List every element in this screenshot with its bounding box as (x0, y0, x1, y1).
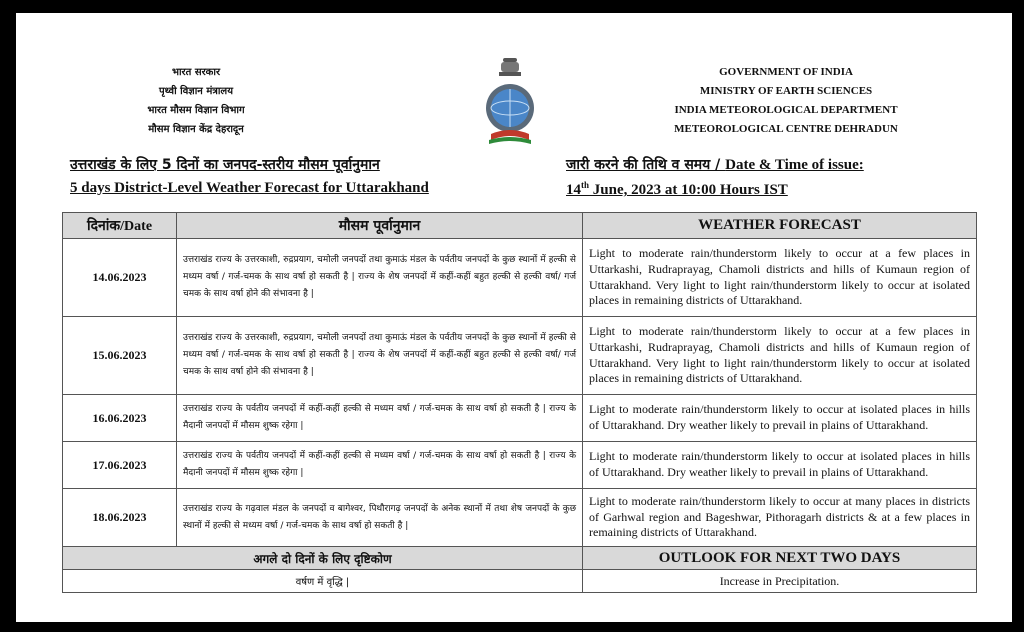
issue-rest: June, 2023 at 10:00 Hours IST (589, 182, 788, 198)
table-row (63, 395, 977, 442)
row-forecast-hindi: उत्तराखंड राज्य के उत्तरकाशी, रुद्रप्रयाग, चमोली जनपदों तथा कुमाऊं मंडल के पर्वतीय जनपदों के कुछ स्थानों में हल्की से मध्यम वर्षा / गर्ज-चमक के साथ वर्षा हो सकती है | राज्य के शेष जनपदों में कहीं-कहीं बहुत हल्की से हल्की वर्षा/ गर्ज चमक के साथ वर्षा होने की संभावना है | (177, 317, 583, 395)
hindi-header-line: भारत मौसम विज्ञान विभाग (147, 105, 245, 116)
outlook-value-english: Increase in Precipitation. (583, 570, 977, 593)
table-row (63, 317, 977, 395)
table-row (63, 239, 977, 317)
english-header-line: METEOROLOGICAL CENTRE DEHRADUN (674, 123, 898, 135)
hindi-header-line: मौसम विज्ञान केंद्र देहरादून (148, 124, 244, 135)
hindi-header-line: भारत सरकार (171, 67, 221, 78)
row-forecast-english: Light to moderate rain/thunderstorm likely to occur at isolated places in hills of Uttarakhand. Dry weather likely to prevail in plains of Uttarakhand. (583, 395, 977, 442)
english-header-line: GOVERNMENT OF INDIA (719, 66, 853, 78)
forecast-title-hindi: उत्तराखंड के लिए 5 दिनों का जनपद-स्तरीय मौसम पूर्वानुमान (70, 157, 380, 173)
english-header-line: MINISTRY OF EARTH SCIENCES (699, 85, 873, 97)
forecast-table (62, 212, 977, 593)
outlook-header-row (63, 547, 977, 570)
row-forecast-english: Light to moderate rain/thunderstorm likely to occur at many places in districts of Garhwal region and Bageshwar, Pithoragarh districts & at a few places in remaining districts of Uttarakhand. (583, 489, 977, 547)
table-row (63, 489, 977, 547)
col-header-hindi: मौसम पूर्वानुमान (177, 213, 583, 239)
hindi-header-line: पृथ्वी विज्ञान मंत्रालय (158, 86, 234, 97)
row-forecast-hindi: उत्तराखंड राज्य के पर्वतीय जनपदों में कहीं-कहीं हल्की से मध्यम वर्षा / गर्ज-चमक के साथ वर्षा हो सकती है | राज्य के मैदानी जनपदों में मौसम शुष्क रहेगा | (177, 442, 583, 489)
col-header-english: WEATHER FORECAST (583, 213, 977, 239)
row-forecast-hindi: उत्तराखंड राज्य के गढ़वाल मंडल के जनपदों व बागेश्वर, पिथौरागढ़ जनपदों के अनेक स्थानों में तथा शेष जनपदों के कुछ स्थानों में हल्की से मध्यम वर्षा / गर्ज-चमक के साथ वर्षा हो सकती है | (177, 489, 583, 547)
english-header-line: INDIA METEOROLOGICAL DEPARTMENT (674, 104, 898, 116)
issue-datetime (566, 180, 788, 199)
row-forecast-english: Light to moderate rain/thunderstorm likely to occur at isolated places in hills of Uttarakhand. Dry weather likely to prevail in plains of Uttarakhand. (583, 442, 977, 489)
outlook-value-row (63, 570, 977, 593)
forecast-title-english: 5 days District-Level Weather Forecast for Uttarakhand (70, 180, 429, 196)
issue-day-suffix: th (581, 180, 590, 190)
issue-label-hindi: जारी करने की तिथि व समय / (566, 157, 726, 173)
row-date: 14.06.2023 (63, 239, 177, 317)
issue-day: 14 (566, 182, 581, 198)
table-header-row (63, 213, 977, 239)
forecast-page (16, 13, 1012, 622)
col-header-date: दिनांक/Date (63, 213, 177, 239)
ashoka-lions-icon (499, 58, 521, 76)
issue-label (566, 155, 864, 174)
row-forecast-hindi: उत्तराखंड राज्य के उत्तरकाशी, रुद्रप्रयाग, चमोली जनपदों तथा कुमाऊं मंडल के पर्वतीय जनपदों के कुछ स्थानों में हल्की से मध्यम वर्षा / गर्ज-चमक के साथ वर्षा हो सकती है | राज्य के शेष जनपदों में कहीं-कहीं बहुत हल्की से हल्की वर्षा/ गर्ज चमक के साथ वर्षा होने की संभावना है | (177, 239, 583, 317)
english-org-header (656, 63, 916, 139)
imd-emblem-icon (479, 56, 541, 146)
issue-label-english: Date & Time of issue: (725, 157, 864, 173)
row-date: 16.06.2023 (63, 395, 177, 442)
row-forecast-english: Light to moderate rain/thunderstorm likely to occur at a few places in Uttarkashi, Rudraprayag, Chamoli districts and hills of Kumaun region of Uttarakhand. Very light to light rain/thunderstorm likely to occur at isolated places in remaining districts of Uttarakhand. (583, 239, 977, 317)
row-forecast-hindi: उत्तराखंड राज्य के पर्वतीय जनपदों में कहीं-कहीं हल्की से मध्यम वर्षा / गर्ज-चमक के साथ वर्षा हो सकती है | राज्य के मैदानी जनपदों में मौसम शुष्क रहेगा | (177, 395, 583, 442)
outlook-value-hindi: वर्षण में वृद्धि | (63, 570, 583, 593)
row-date: 17.06.2023 (63, 442, 177, 489)
outlook-title-hindi: अगले दो दिनों के लिए दृष्टिकोण (63, 547, 583, 570)
hindi-org-header (126, 63, 266, 139)
table-row (63, 442, 977, 489)
row-date: 18.06.2023 (63, 489, 177, 547)
row-date: 15.06.2023 (63, 317, 177, 395)
row-forecast-english: Light to moderate rain/thunderstorm likely to occur at a few places in Uttarkashi, Rudraprayag, Chamoli districts and hills of Kumaun region of Uttarakhand. Very light to light rain/thunderstorm likely to occur at isolated places in remaining districts of Uttarakhand. (583, 317, 977, 395)
outlook-title-english: OUTLOOK FOR NEXT TWO DAYS (583, 547, 977, 570)
